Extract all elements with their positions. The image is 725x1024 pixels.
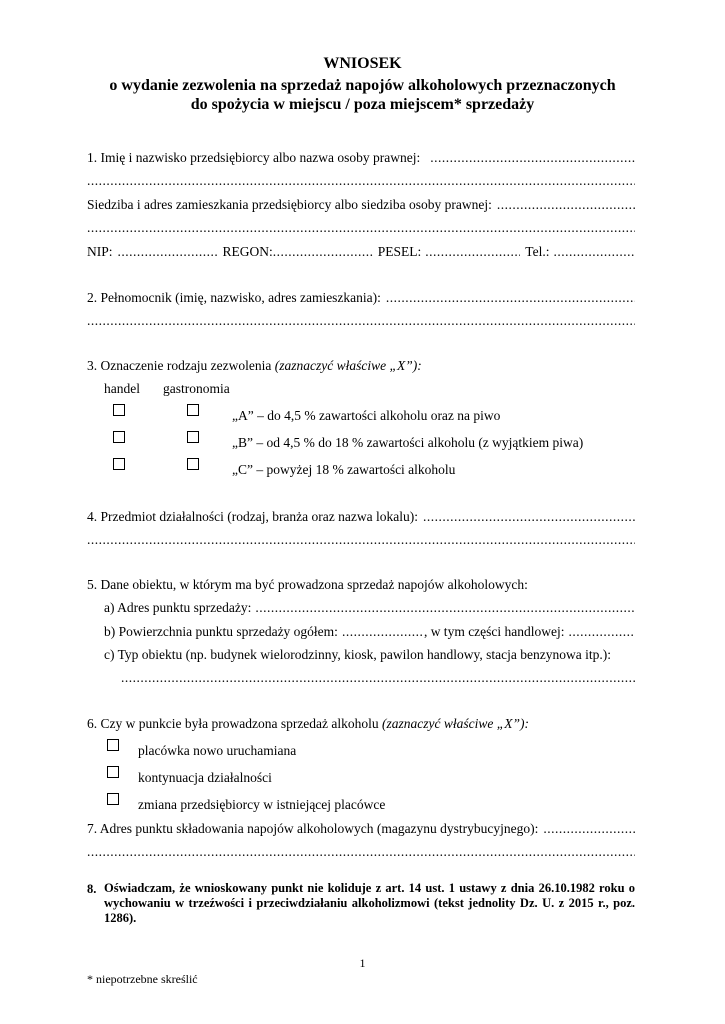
s3-col-handel: handel — [104, 381, 140, 396]
s1-name-row — [87, 150, 635, 166]
pesel-label: PESEL: — [377, 244, 422, 259]
s5b-label2: , w tym części handlowej: — [423, 624, 565, 639]
s5a-field[interactable] — [255, 600, 635, 616]
s6-opt3-label: zmiana przedsiębiorcy w istniejącej placówce — [138, 797, 386, 812]
s7-field[interactable] — [543, 821, 635, 837]
s3-hint: (zaznaczyć właściwe „X”): — [274, 358, 422, 373]
footnote: * niepotrzebne skreślić — [87, 972, 198, 986]
s1-seat-label: Siedziba i adres zamieszkania przedsiębiorcy albo siedziba osoby prawnej: — [87, 197, 492, 212]
s6-opt2-label: kontynuacja działalności — [138, 770, 272, 785]
s7-field-line2[interactable] — [87, 844, 635, 860]
checkbox-owner-change[interactable] — [107, 793, 119, 805]
s4-field[interactable] — [423, 509, 635, 525]
s5b-total-field[interactable] — [342, 624, 424, 640]
tel-field[interactable] — [553, 244, 635, 260]
checkbox-continuation[interactable] — [107, 766, 119, 778]
s2-label: 2. Pełnomocnik (imię, nazwisko, adres zamieszkania): — [87, 290, 381, 305]
s3-heading — [87, 358, 422, 374]
s5a-row — [104, 600, 635, 616]
nip-field[interactable] — [118, 244, 218, 260]
s4-label: 4. Przedmiot działalności (rodzaj, branża oraz nazwa lokalu): — [87, 509, 418, 524]
s5b-row — [104, 624, 635, 640]
s7-row — [87, 821, 635, 837]
checkbox-a-handel[interactable] — [113, 404, 125, 416]
pesel-field[interactable] — [425, 244, 520, 260]
option-c-label: „C” – powyżej 18 % zawartości alkoholu — [232, 462, 456, 477]
s6-hint: (zaznaczyć właściwe „X”): — [382, 716, 530, 731]
s5-label: 5. Dane obiektu, w którym ma być prowadzona sprzedaż napojów alkoholowych: — [87, 577, 528, 592]
nip-label: NIP: — [87, 244, 113, 259]
checkbox-b-handel[interactable] — [113, 431, 125, 443]
form-subtitle-line2: do spożycia w miejscu / poza miejscem* sprzedaży — [190, 96, 535, 113]
checkbox-a-gastronomia[interactable] — [187, 404, 199, 416]
s6-opt1-label: placówka nowo uruchamiana — [138, 743, 297, 758]
s1-name-field-line2[interactable] — [87, 173, 635, 189]
checkbox-c-gastronomia[interactable] — [187, 458, 199, 470]
s5b-label: b) Powierzchnia punktu sprzedaży ogółem: — [104, 624, 338, 639]
regon-label: REGON: — [222, 244, 273, 259]
checkbox-b-gastronomia[interactable] — [187, 431, 199, 443]
s5a-label: a) Adres punktu sprzedaży: — [104, 600, 252, 615]
s7-label: 7. Adres punktu składowania napojów alkoholowych (magazynu dystrybucyjnego): — [87, 821, 539, 836]
form-title: WNIOSEK — [323, 55, 402, 72]
s5c-field[interactable] — [121, 670, 635, 686]
s1-seat-row — [87, 197, 635, 213]
page-number: 1 — [359, 956, 366, 970]
checkbox-c-handel[interactable] — [113, 458, 125, 470]
s3-label: 3. Oznaczenie rodzaju zezwolenia — [87, 358, 272, 373]
option-a-label: „A” – do 4,5 % zawartości alkoholu oraz na piwo — [232, 408, 501, 423]
s2-field[interactable] — [386, 290, 635, 306]
s4-field-line2[interactable] — [87, 532, 635, 548]
form-subtitle-line1: o wydanie zezwolenia na sprzedaż napojów alkoholowych przeznaczonych — [109, 77, 616, 94]
s2-field-line2[interactable] — [87, 313, 635, 329]
option-b-label: „B” – od 4,5 % do 18 % zawartości alkoholu (z wyjątkiem piwa) — [232, 435, 584, 450]
s3-col-gastronomia: gastronomia — [163, 381, 230, 396]
s1-name-field[interactable] — [430, 150, 635, 166]
s1-name-label: 1. Imię i nazwisko przedsiębiorcy albo nazwa osoby prawnej: — [87, 150, 421, 165]
regon-field[interactable] — [273, 244, 373, 260]
s6-heading — [87, 716, 529, 732]
tel-label: Tel.: — [525, 244, 550, 259]
s5b-trade-field[interactable] — [569, 624, 635, 640]
checkbox-new-outlet[interactable] — [107, 739, 119, 751]
s8-statement: Oświadczam, że wnioskowany punkt nie koliduje z art. 14 ust. 1 ustawy z dnia 26.10.1982 roku o wychowaniu w trzeźwości i przeciwdziałaniu alkoholizmowi (tekst jednolity Dz. U. z 2015 r., poz. 1286). — [104, 881, 635, 925]
s1-ids-row — [87, 244, 635, 260]
s1-seat-field-line2[interactable] — [87, 220, 635, 236]
s1-seat-field[interactable] — [497, 197, 635, 213]
s5c-label: c) Typ obiektu (np. budynek wielorodzinny, kiosk, pawilon handlowy, stacja benzynowa itp.): — [104, 647, 611, 662]
s4-row — [87, 509, 635, 525]
s6-label: 6. Czy w punkcie była prowadzona sprzedaż alkoholu — [87, 716, 379, 731]
s2-row — [87, 290, 635, 306]
s8-number: 8. — [87, 882, 97, 896]
